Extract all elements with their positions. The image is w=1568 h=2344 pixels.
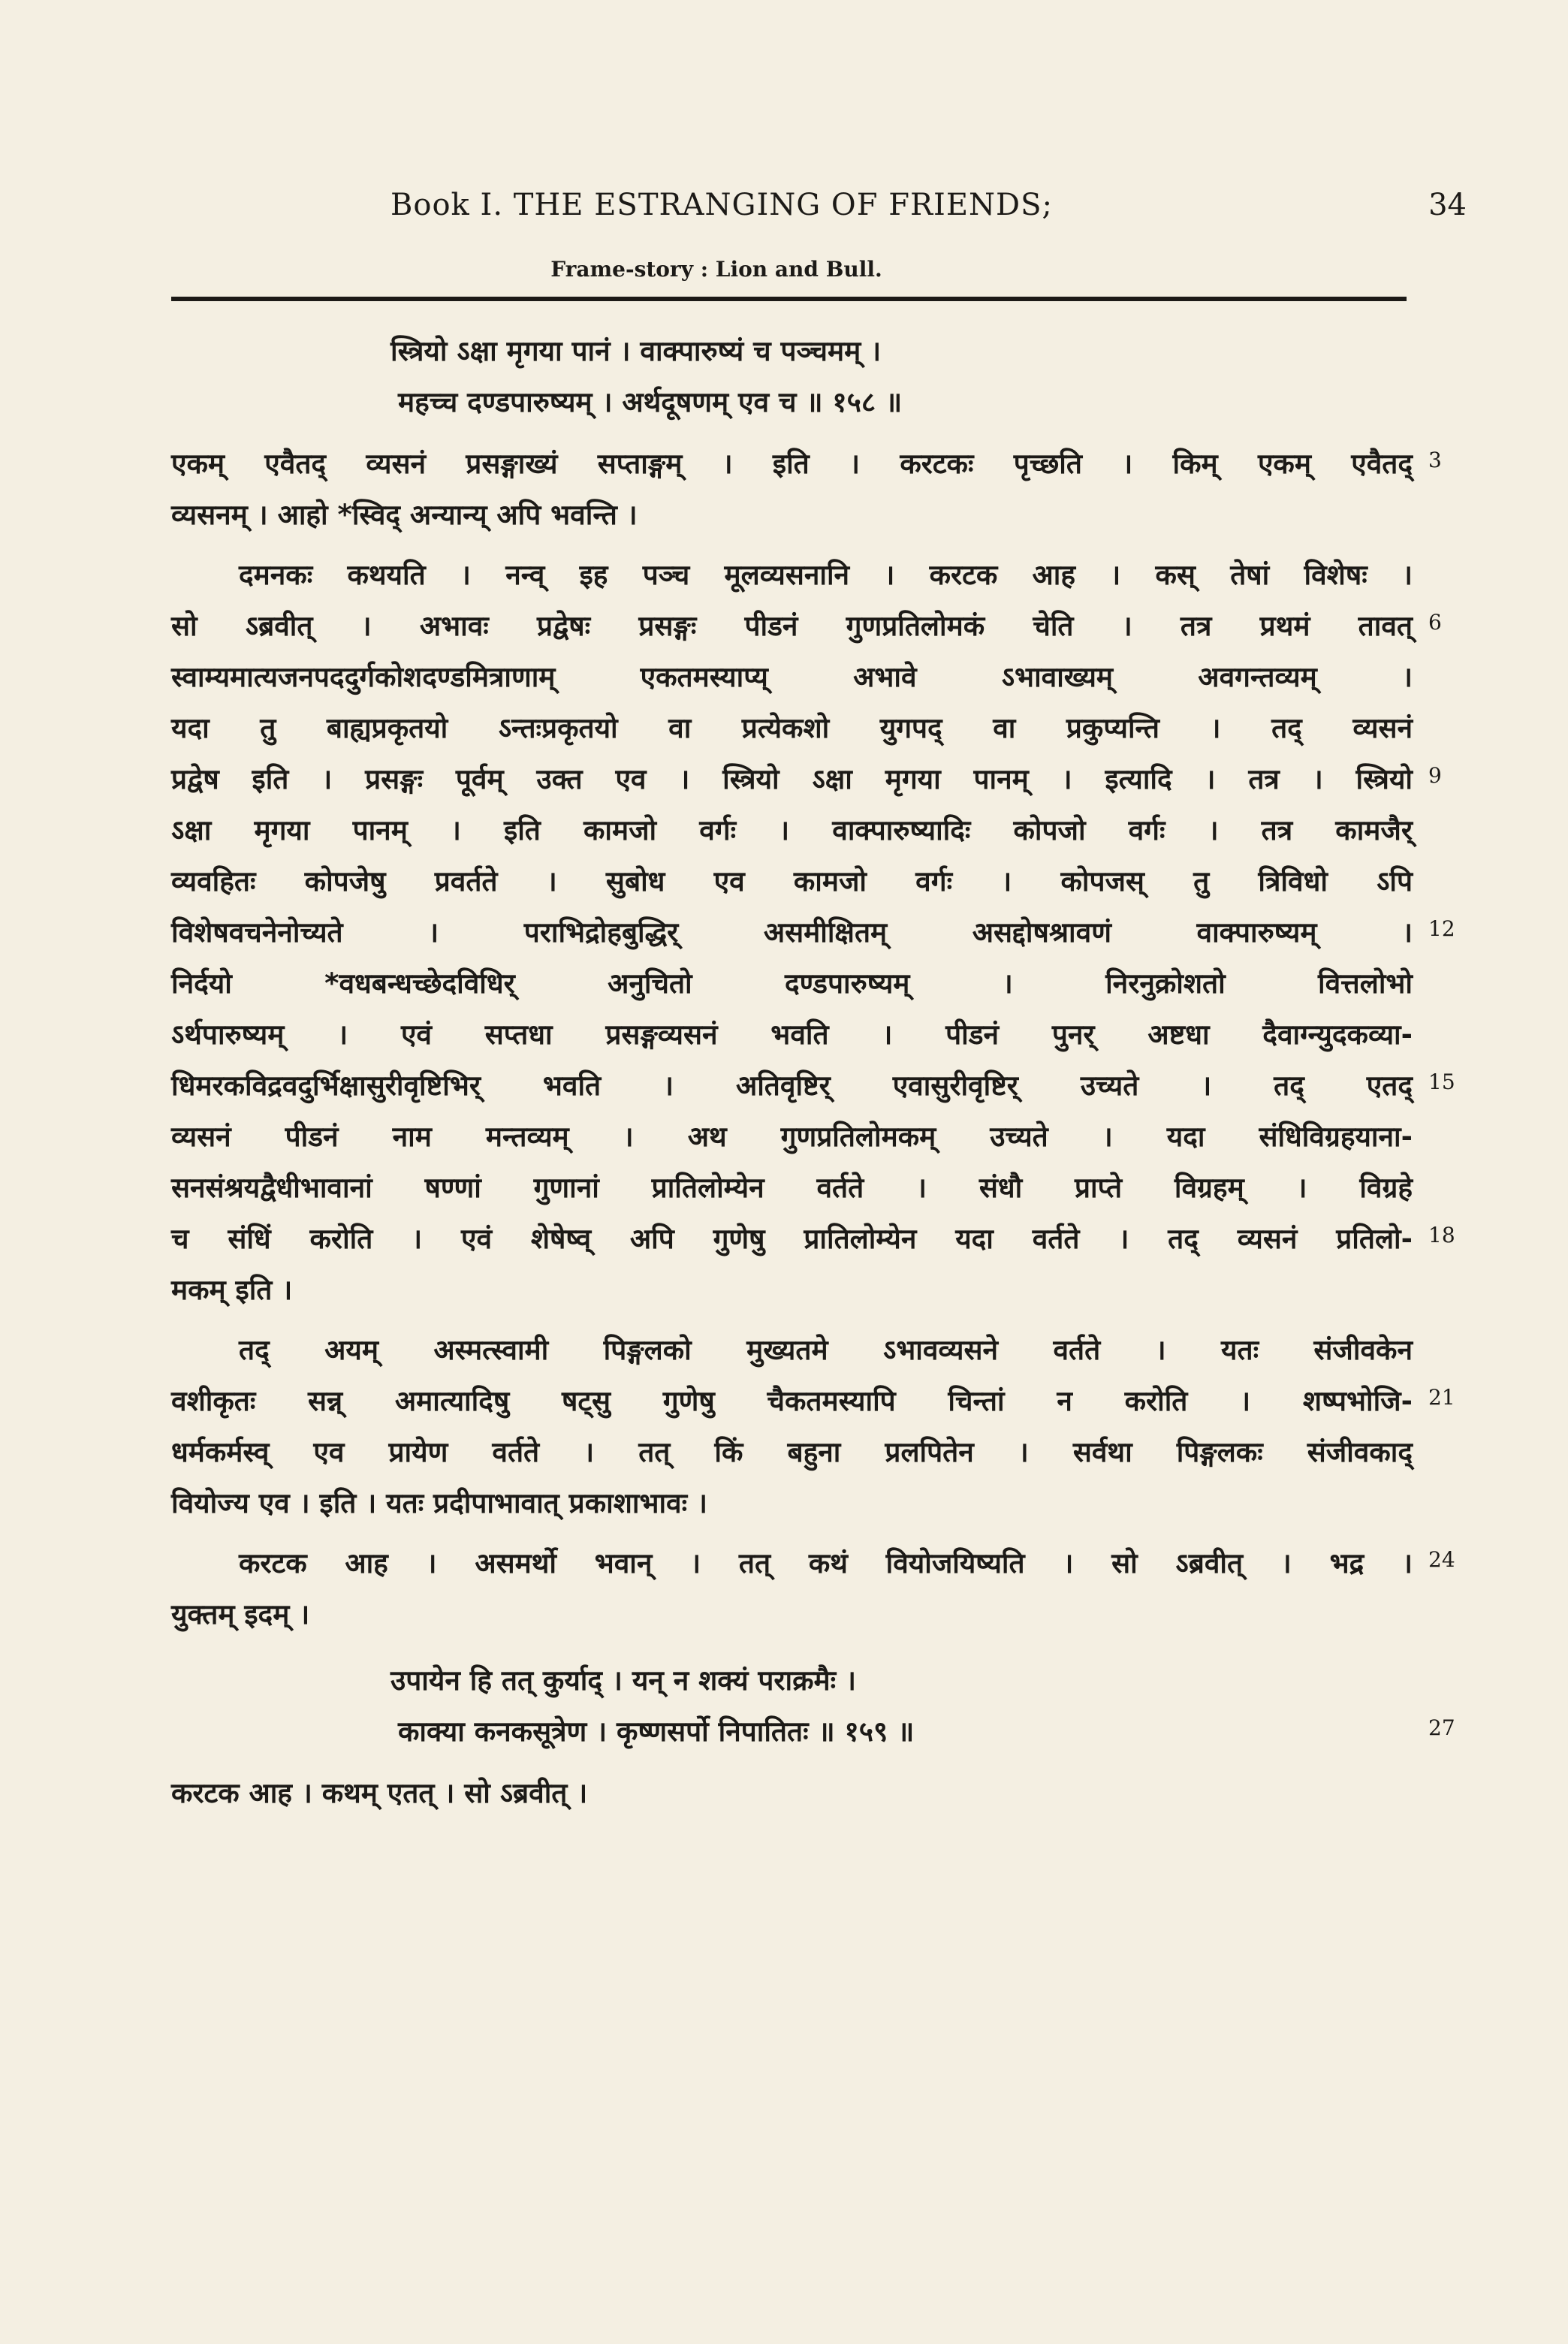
text-line [0,1711,1568,1753]
line-number: 27 [1428,1715,1455,1740]
header-rule [171,297,1407,301]
prose-line: धिमरकविद्रवदुर्भिक्षासुरीवृष्टिभिर् भवति । अतिवृष्टिर् एवासुरीवृष्टिर् उच्यते । तद् एतद् [171,1069,1413,1102]
text-line [0,1772,1568,1815]
text-line [0,1594,1568,1636]
text-line [0,912,1568,954]
line-number: 3 [1428,448,1442,472]
text-line [0,1329,1568,1371]
text-line [0,1014,1568,1056]
text-line [0,810,1568,852]
prose-line: मकम् इति । [171,1274,293,1306]
line-number: 6 [1428,610,1442,635]
line-number: 9 [1428,763,1442,788]
text-line [0,1483,1568,1525]
line-number: 18 [1428,1223,1455,1247]
text-line [0,707,1568,750]
text-line [0,861,1568,903]
prose-line: तद् अयम् अस्मत्स्वामी पिङ्गलको मुख्यतमे ऽभावव्यसने वर्तते । यतः संजीवकेन [239,1334,1413,1366]
prose-line: करटक आह । कथम् एतत् । सो ऽब्रवीत् । [171,1777,588,1809]
text-line [0,382,1568,424]
running-header [0,188,1568,233]
text-line [0,759,1568,801]
line-number: 12 [1428,916,1455,941]
line-number: 21 [1428,1385,1455,1410]
text-line [0,1543,1568,1585]
text-line [0,1431,1568,1474]
prose-line: व्यसनं पीडनं नाम मन्तव्यम् । अथ गुणप्रतिलोमकम् उच्यते । यदा संधिविग्रहयाना- [171,1121,1413,1153]
prose-line: दमनकः कथयति । नन्व् इह पञ्च मूलव्यसनानि । करटक आह । कस् तेषां विशेषः । [239,559,1413,591]
verse-line: काक्या कनकसूत्रेण । कृष्णसर्पो निपातितः ॥ १५९ ॥ [398,1715,915,1748]
prose-line: सो ऽब्रवीत् । अभावः प्रद्वेषः प्रसङ्गः पीडनं गुणप्रतिलोमकं चेति । तत्र प्रथमं तावत् [171,610,1413,642]
text-line [0,1380,1568,1422]
prose-line: यदा तु बाह्यप्रकृतयो ऽन्तःप्रकृतयो वा प्रत्येकशो युगपद् वा प्रकुप्यन्ति । तद् व्यसनं [171,712,1413,744]
prose-line: व्यसनम् । आहो *स्विद् अन्यान्य् अपि भवन्ति । [171,499,638,531]
prose-line: निर्दयो *वधबन्धच्छेदविधिर् अनुचितो दण्डपारुष्यम् । निरनुक्रोशतो वित्तलोभो [171,967,1413,1000]
prose-line: वियोज्य एव । इति । यतः प्रदीपाभावात् प्रकाशाभावः । [171,1487,707,1519]
text-line [0,1660,1568,1702]
page-number: 34 [1428,188,1467,222]
section-subtitle [0,257,1568,282]
subtitle-text: Frame-story : Lion and Bull. [550,257,882,282]
prose-line: सनसंश्रयद्वैधीभावानां षण्णां गुणानां प्रातिलोम्येन वर्तते । संधौ प्राप्ते विग्रहम् । विग्रहे [171,1172,1413,1204]
prose-line: ऽर्थपारुष्यम् । एवं सप्तधा प्रसङ्गव्यसनं भवति । पीडनं पुनर् अष्टधा दैवाग्न्युदकव्या- [171,1018,1413,1051]
prose-line: विशेषवचनेनोच्यते । पराभिद्रोहबुद्धिर् असमीक्षितम् असद्दोषश्रावणं वाक्पारुष्यम् । [171,916,1413,949]
prose-line: धर्मकर्मस्व् एव प्रायेण वर्तते । तत् किं बहुना प्रलपितेन । सर्वथा पिङ्गलकः संजीवकाद् [171,1436,1413,1468]
prose-line: स्वाम्यमात्यजनपददुर्गकोशदण्डमित्राणाम् एकतमस्याप्य् अभावे ऽभावाख्यम् अवगन्तव्यम् । [171,661,1413,693]
text-line [0,1167,1568,1209]
text-line [0,963,1568,1005]
prose-line: ऽक्षा मृगया पानम् । इति कामजो वर्गः । वाक्पारुष्यादिः कोपजो वर्गः । तत्र कामजैर् [171,814,1413,846]
line-number: 24 [1428,1547,1455,1572]
prose-line: च संधिं करोति । एवं शेषेष्व् अपि गुणेषु प्रातिलोम्येन यदा वर्तते । तद् व्यसनं प्रतिलो- [171,1223,1413,1255]
prose-line: युक्तम् इदम् । [171,1598,310,1631]
prose-line: व्यवहितः कोपजेषु प्रवर्तते । सुबोध एव कामजो वर्गः । कोपजस् तु त्रिविधो ऽपि [171,865,1413,897]
running-title: Book I. THE ESTRANGING OF FRIENDS; [390,188,1054,222]
prose-line: एकम् एवैतद् व्यसनं प्रसङ्गाख्यं सप्ताङ्गम् । इति । करटकः पृच्छति । किम् एकम् एवैतद् [171,448,1413,480]
prose-line: प्रद्वेष इति । प्रसङ्गः पूर्वम् उक्त एव । स्त्रियो ऽक्षा मृगया पानम् । इत्यादि । तत्र । स्त्रियो [171,763,1413,795]
verse-line: उपायेन हि तत् कुर्याद् । यन् न शक्यं पराक्रमैः । [390,1664,857,1697]
text-line [0,1269,1568,1311]
text-line [0,1065,1568,1107]
text-line [0,605,1568,647]
prose-line: करटक आह । असमर्थो भवान् । तत् कथं वियोजयिष्यति । सो ऽब्रवीत् । भद्र । [239,1547,1413,1579]
verse-line: महच्च दण्डपारुष्यम् । अर्थदूषणम् एव च ॥ १५८ ॥ [398,386,903,418]
line-number: 15 [1428,1069,1455,1094]
text-line [0,554,1568,596]
text-line [0,494,1568,536]
verse-line: स्त्रियो ऽक्षा मृगया पानं । वाक्पारुष्यं च पञ्चमम् । [390,335,882,367]
text-line [0,443,1568,485]
text-line [0,1116,1568,1158]
text-line [0,1218,1568,1260]
text-line [0,656,1568,698]
prose-line: वशीकृतः सन्न् अमात्यादिषु षट्सु गुणेषु चैकतमस्यापि चिन्तां न करोति । शष्पभोजि- [171,1385,1413,1417]
text-line [0,330,1568,373]
